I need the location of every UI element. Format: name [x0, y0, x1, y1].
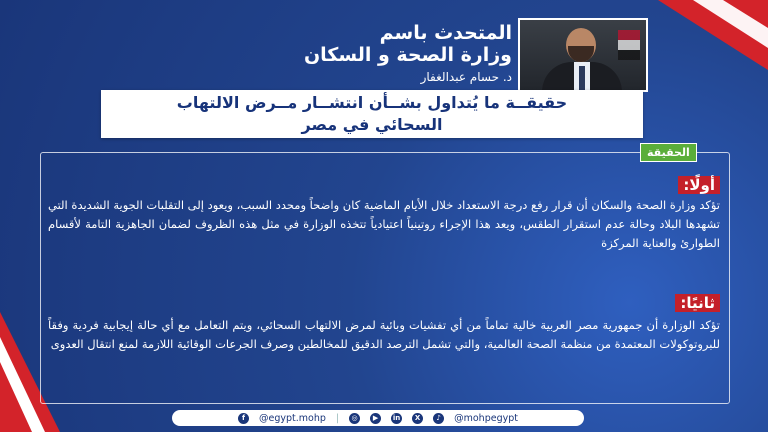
section-2-title: ثانيًا:: [675, 294, 720, 312]
speaker-title-line1: المتحدث باسم: [379, 22, 512, 44]
speaker-photo: [518, 18, 648, 92]
truth-badge: الحقيقة: [640, 143, 697, 162]
footer-handle-left[interactable]: @egypt.mohp: [259, 412, 326, 424]
tiktok-icon[interactable]: ♪: [433, 413, 444, 424]
footer-handle-right[interactable]: @mohpegypt: [454, 412, 518, 424]
linkedin-icon[interactable]: in: [392, 413, 401, 422]
social-footer: f @egypt.mohp | ◎ ▶ in X ♪ @mohpegypt: [172, 410, 584, 426]
x-icon[interactable]: X: [412, 413, 423, 424]
content-card: [40, 152, 730, 404]
speaker-title: [304, 22, 512, 66]
section-2-body: تؤكد الوزارة أن جمهورية مصر العربية خالية تماماً من أي تفشيات وبائية لمرض الالتهاب السحائي، ويتم التعامل مع أي حالة إيجابية فردية وفقاً للبروتوكولات المعتمدة من منظمة الصحة العالمية، والتي تشمل الترصد الدقيق للمخالطين وصرف الجرعات الوقائية اللازمة لمنع انتقال العدوى: [48, 318, 720, 351]
speaker-name: د. حسام عبدالغفار: [420, 70, 512, 84]
headline-line2: السحائي في مصر: [301, 115, 443, 134]
speaker-title-line2: وزارة الصحة و السكان: [303, 44, 512, 66]
bottom-left-decoration-red-inner: [0, 362, 32, 432]
facebook-icon[interactable]: f: [238, 413, 249, 424]
youtube-icon[interactable]: ▶: [370, 413, 381, 424]
headline-box: [101, 90, 643, 138]
flag-image: [618, 30, 640, 60]
section-1-body: تؤكد وزارة الصحة والسكان أن قرار رفع درجة الاستعداد خلال الأيام الماضية كان واضحاً ومحدد السبب، ويعود إلى التقلبات الجوية الشديدة التي تشهدها البلاد وحالة عدم استقرار الطقس، ويعد هذا الإجراء روتينياً اعتيادياً تتخذه الوزارة في مثل هذه الظروف لضمان الجاهزية التامة لأقسام الطوارئ والعناية المركزة: [48, 198, 720, 250]
section-1-title: أولًا:: [678, 176, 720, 194]
instagram-icon[interactable]: ◎: [349, 413, 360, 424]
headline-line1: حقيقــة ما يُتداول بشــأن انتشــار مــرض الالتهاب: [176, 93, 568, 112]
corner-decoration-red-inner: [723, 0, 768, 28]
